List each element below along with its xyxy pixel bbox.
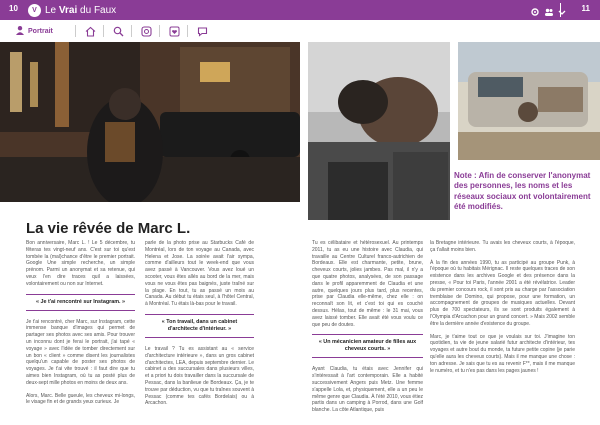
article-column-2 — [145, 240, 254, 413]
paragraph: Le travail ? Tu es assistant au « service d'architecture intérieure », dans un gros cabinet d'architectes, LEA, depuis septembre dernier. Le cabinet a des succursales dans plusieurs villes, et a priori tu dois travailler dans la succursale de Pessac, dans la banlieue de Bordeaux. Ça, je te trouve par déduction, vu que tu traînes souvent à Pessac (comme tes cafés Bordelais) ou à Arcachon. — [145, 345, 254, 407]
subnav-divider — [75, 25, 76, 37]
brand-title: Le Vrai du Faux — [45, 4, 117, 16]
pull-quote: « Ton travail, dans un cabinet d'architecte d'intérieur. » — [145, 314, 254, 338]
subnav-divider — [131, 25, 132, 37]
article-column-4 — [430, 240, 575, 380]
paragraph: Marc, je t'aime tout ce que je voulais sur toi. J'imagine ton quotidien, ta vie de jeune salarié futur architecte d'intérieur, tes voyages et autre bout du monde, ta future petite copine (je parie qu'elle aura les cheveux courts). Mais il me manque une chose : ton adresse. Je sais que tu es au revenir F**, mais il me manque le numéro, et tu n'es pas dans les pages jaunes ! — [430, 333, 575, 374]
heart-icon[interactable] — [169, 25, 180, 37]
article-column-3 — [312, 240, 423, 420]
pull-quote: « Un mécanicien amateur de filles aux cheveux courts. » — [312, 334, 423, 358]
sub-nav — [0, 20, 300, 43]
paragraph: Bon anniversaire, Marc L. ! Le 5 décembre, tu fêteras tes vingt-neuf ans. C'est sur toi qu'est tombée la (mal)chance d'être le premier portrait. Google Une simple recherche, un simple prénom. Parmi un anonymat et sa retenue, qui veux l'en dire traces quil a laissées, volontairement ou non sur Internet. — [26, 240, 135, 287]
tab-portrait-label: Portrait — [28, 27, 53, 35]
header-divider — [560, 3, 561, 17]
search-icon[interactable] — [113, 25, 124, 37]
pull-quote: « Je t'ai rencontré sur Instagram. » — [26, 294, 135, 311]
group-icon[interactable] — [544, 4, 554, 14]
page-number-right: 11 — [581, 4, 590, 13]
subnav-divider — [159, 25, 160, 37]
instagram-icon[interactable] — [141, 25, 152, 37]
page-number-left: 10 — [9, 4, 18, 13]
street-photo — [0, 42, 300, 202]
article-title: La vie rêvée de Marc L. — [26, 220, 191, 237]
couple-photo — [308, 42, 450, 220]
paragraph: Je t'ai rencontré, cher Marc, sur Instagram, cette immense banque d'images qui permet de partager ses photos avec ses amis. Pour trouver un inconnu dont je ferai le portrait, j'ai tapé « voyage » avec l'idée de tomber directement sur un bon « client » comme disent les journalistes quelqu'un capable de poster ses photos de voyages. Je t'ai vite trouvé : il faut dire que tu aimes bien Instagram, où tu as posté plus de deux-sept mille photos en moins de deux ans. — [26, 318, 135, 386]
brand[interactable] — [28, 3, 116, 17]
paragraph: À la fin des années 1990, tu as participé au groupe Punk, à l'époque où tu habitais Mérignac. Il reste quelques traces de son existence dans les archives Google et des présence dans la presse, « Pour toi Paris, l'année 2001 a été révélatrice. Leader du premier concours rock, il sont pris au charge par l'association tremblaise de Domino, qui propose, pour une formation, un accompagnement de groupes de musiques actuelles. Devant plus de 700 spectateurs, ils se sont produits également à l'Olympia d'Arcachon pour un grand concert. » Mais 2002 semble être la dernière année d'existence du groupe. — [430, 259, 575, 327]
top-bar — [0, 0, 600, 20]
anonymity-note: Note : Afin de conserver l'anonymat des personnes, les noms et les réseaux sociaux ont volontairement été modifiés. — [454, 171, 591, 211]
paragraph: la Bretagne intérieure. Tu avais les cheveux courts, à l'époque, ça t'allait moins bien. — [430, 240, 575, 253]
user-icon — [15, 22, 25, 40]
subnav-divider — [103, 25, 104, 37]
gear-icon[interactable] — [530, 4, 540, 14]
brand-logo: V — [28, 4, 41, 17]
paragraph: Ayant Claudia, tu étais avec Jennifer qui s'intéressait à l'art contemporain. Elle a habité successivement Angers puis Metz. Une femme s'appelle Lola, et, physiquement, elle a un peu le même genre que Claudia. À l'été 2010, vous étiez partis dans un camping à Porrod, dans une Golf blanche. La côte Atlantique, puis — [312, 366, 423, 414]
tab-portrait[interactable] — [15, 25, 53, 37]
subnav-divider — [187, 25, 188, 37]
chat-icon[interactable] — [197, 25, 208, 37]
paragraph: parle de la photo prise au Starbucks Café de Montréal, lors de ton voyage au Canada, avec Helena et Jose. La soirée avait l'air sympa, comme d'ailleurs tout le week-end que vous avez passé à Vancouver. Vous avez loué un scooter, vous êtes allés au bord de la mer, mais vous ne vous êtes pas baignés, juste traîné sur la plage. En tout, tu as passé un mois au Canada. Au début tu étais seul, à l'hôtel Central, à Montréal. Tu étais là-bas pour le travail. — [145, 240, 254, 308]
article-column-1 — [26, 240, 135, 412]
paragraph: Tu es célibataire et hétérosexuel. Au printemps 2011, tu as eu une histoire avec Claudia, qui travaille au Centre Culturel franco-autrichien de Bordeaux. Elle est charmante, petite, brune, cheveux courts, jolies jambes. Pas mal, il n'y a que quatre photos, analysées, de son passage dans le profil apparemment de Claudia et une autre, quelques jours plus tard, plus recentes, prise par Claudia elle-même, chez elle : on reconnaît son lit, et c'est toi qui es couché dessus. Hélas, tout de même : le 31 mai, vous avez laissé tomber. Elle avait été vous voulu ce que peu de doutes. — [312, 240, 423, 328]
home-icon[interactable] — [85, 25, 96, 37]
car-photo — [458, 42, 600, 160]
paragraph: Alors, Marc. Belle gueule, les cheveux mi-longs, le visage fin et de grands yeux curieux. Je — [26, 392, 135, 406]
